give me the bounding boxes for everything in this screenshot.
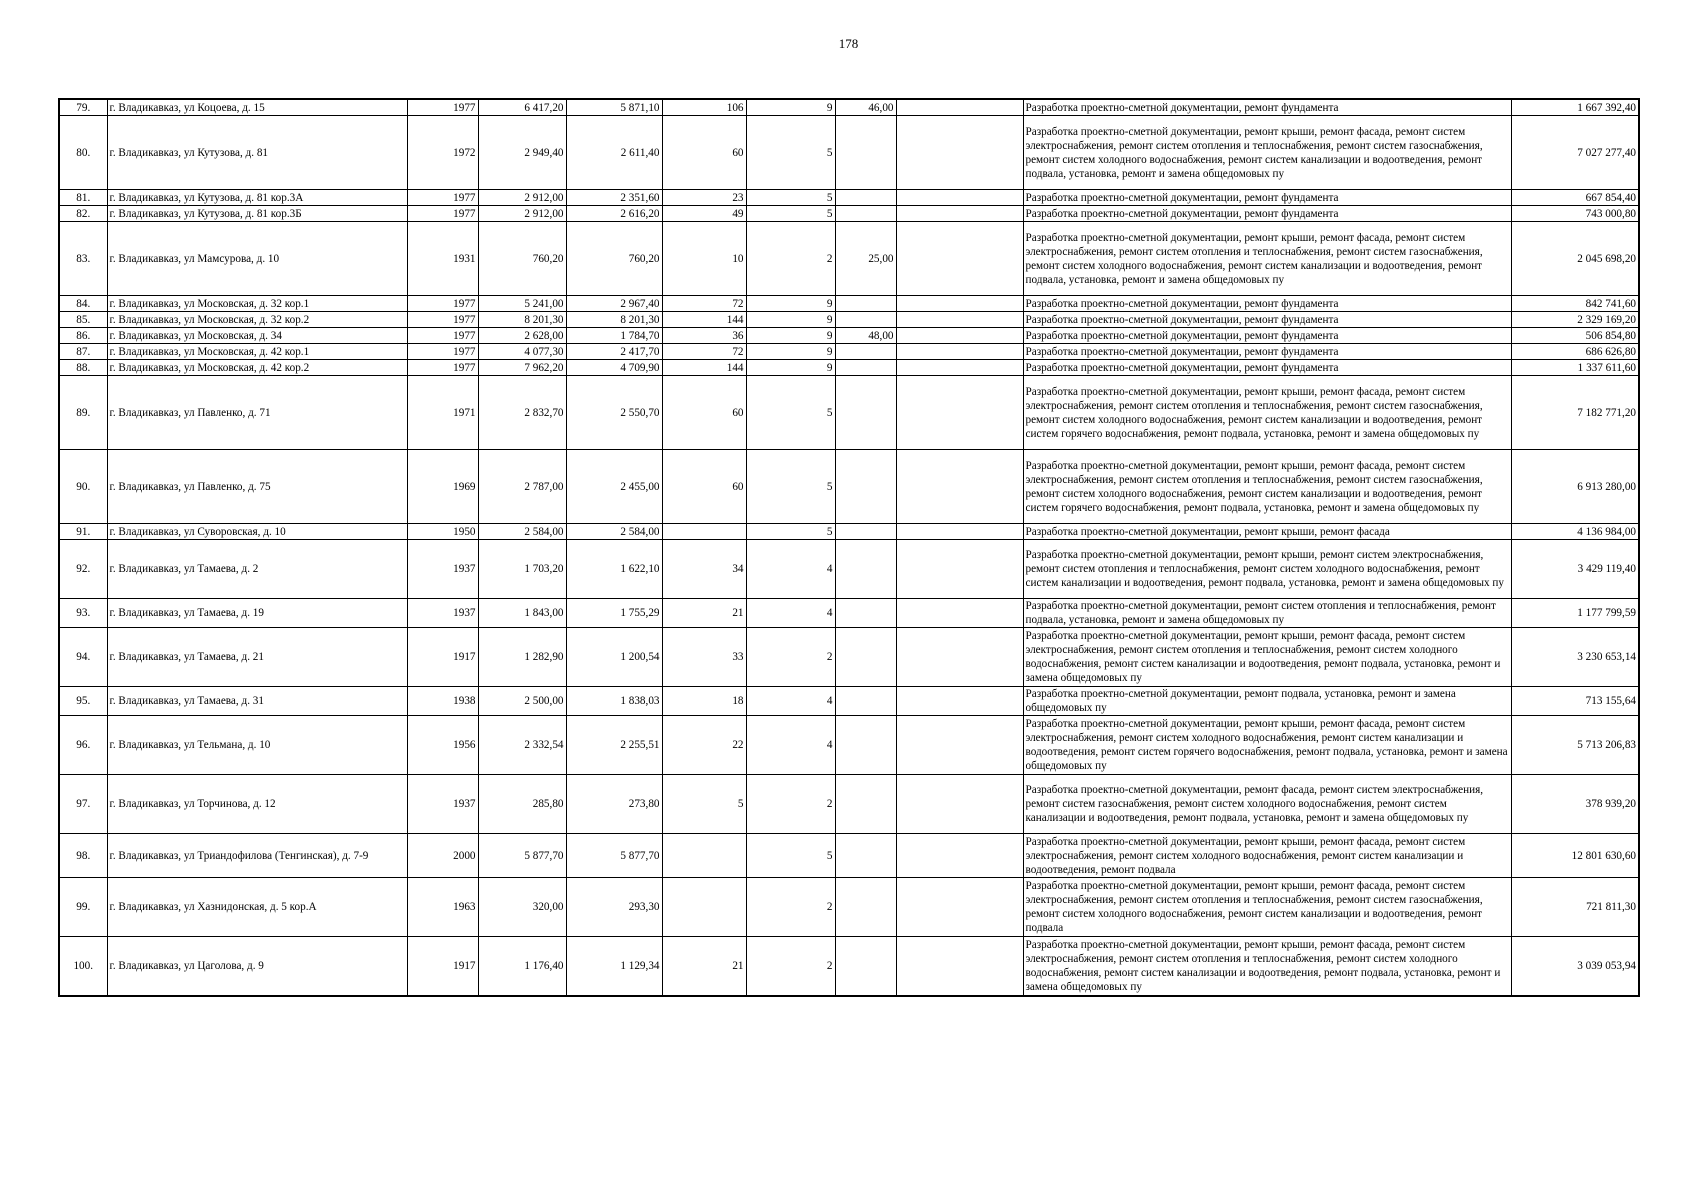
- floors-cell: 5: [746, 450, 835, 524]
- residents-cell: [662, 834, 746, 878]
- total-area-cell: 2 949,40: [478, 116, 566, 190]
- year-built-cell: 1956: [407, 716, 478, 775]
- residents-cell: 36: [662, 328, 746, 344]
- year-built-cell: 1971: [407, 376, 478, 450]
- wear-percent-cell: [835, 344, 896, 360]
- row-number-cell: 98.: [59, 834, 107, 878]
- floors-cell: 5: [746, 376, 835, 450]
- cost-cell: 667 854,40: [1511, 190, 1639, 206]
- total-area-cell: 4 077,30: [478, 344, 566, 360]
- row-number-cell: 82.: [59, 206, 107, 222]
- living-area-cell: 760,20: [566, 222, 662, 296]
- living-area-cell: 2 550,70: [566, 376, 662, 450]
- repair-program-table: [58, 98, 1640, 997]
- wear-percent-cell: [835, 296, 896, 312]
- year-built-cell: 1938: [407, 687, 478, 716]
- table-row: [59, 775, 1639, 834]
- residents-cell: 144: [662, 312, 746, 328]
- cost-cell: 7 027 277,40: [1511, 116, 1639, 190]
- empty-cell: [896, 328, 1023, 344]
- year-built-cell: 1977: [407, 344, 478, 360]
- table-row: [59, 599, 1639, 628]
- residents-cell: 22: [662, 716, 746, 775]
- address-cell: г. Владикавказ, ул Московская, д. 42 кор.2: [107, 360, 407, 376]
- total-area-cell: 7 962,20: [478, 360, 566, 376]
- wear-percent-cell: [835, 687, 896, 716]
- empty-cell: [896, 628, 1023, 687]
- address-cell: г. Владикавказ, ул Тамаева, д. 2: [107, 540, 407, 599]
- works-description-cell: Разработка проектно-сметной документации, ремонт крыши, ремонт систем электроснабжения, ремонт систем отопления и теплоснабжения, ремонт систем холодного водоснабжения, ремонт систем канализации и водоотведения, ремонт подвала, установка, ремонт и замена общедомовых пу: [1023, 540, 1511, 599]
- row-number-cell: 92.: [59, 540, 107, 599]
- empty-cell: [896, 360, 1023, 376]
- cost-cell: 5 713 206,83: [1511, 716, 1639, 775]
- row-number-cell: 81.: [59, 190, 107, 206]
- works-description-cell: Разработка проектно-сметной документации, ремонт крыши, ремонт фасада, ремонт систем электроснабжения, ремонт систем отопления и теплоснабжения, ремонт систем газоснабжения, ремонт систем холодного водоснабжения, ремонт систем канализации и водоотведения, ремонт систем горячего водоснабжения, ремонт подвала, установка, ремонт и замена общедомовых пу: [1023, 450, 1511, 524]
- table-row: [59, 99, 1639, 116]
- floors-cell: 9: [746, 312, 835, 328]
- works-description-cell: Разработка проектно-сметной документации, ремонт крыши, ремонт фасада: [1023, 524, 1511, 540]
- wear-percent-cell: [835, 937, 896, 997]
- row-number-cell: 100.: [59, 937, 107, 997]
- residents-cell: 144: [662, 360, 746, 376]
- total-area-cell: 2 832,70: [478, 376, 566, 450]
- row-number-cell: 85.: [59, 312, 107, 328]
- year-built-cell: 1937: [407, 599, 478, 628]
- works-description-cell: Разработка проектно-сметной документации, ремонт фундамента: [1023, 328, 1511, 344]
- total-area-cell: 1 282,90: [478, 628, 566, 687]
- empty-cell: [896, 834, 1023, 878]
- empty-cell: [896, 687, 1023, 716]
- residents-cell: [662, 878, 746, 937]
- row-number-cell: 88.: [59, 360, 107, 376]
- total-area-cell: 2 628,00: [478, 328, 566, 344]
- cost-cell: 743 000,80: [1511, 206, 1639, 222]
- year-built-cell: 1931: [407, 222, 478, 296]
- table-row: [59, 628, 1639, 687]
- year-built-cell: 2000: [407, 834, 478, 878]
- cost-cell: 842 741,60: [1511, 296, 1639, 312]
- works-description-cell: Разработка проектно-сметной документации, ремонт фасада, ремонт систем электроснабжения, ремонт систем газоснабжения, ремонт систем холодного водоснабжения, ремонт систем канализации и водоотведения, ремонт подвала, установка, ремонт и замена общедомовых пу: [1023, 775, 1511, 834]
- year-built-cell: 1977: [407, 296, 478, 312]
- row-number-cell: 95.: [59, 687, 107, 716]
- year-built-cell: 1917: [407, 937, 478, 997]
- residents-cell: 106: [662, 99, 746, 116]
- floors-cell: 5: [746, 116, 835, 190]
- floors-cell: 9: [746, 360, 835, 376]
- year-built-cell: 1977: [407, 99, 478, 116]
- row-number-cell: 84.: [59, 296, 107, 312]
- year-built-cell: 1977: [407, 312, 478, 328]
- floors-cell: 2: [746, 628, 835, 687]
- floors-cell: 5: [746, 834, 835, 878]
- empty-cell: [896, 524, 1023, 540]
- total-area-cell: 1 703,20: [478, 540, 566, 599]
- table-body: [59, 99, 1639, 996]
- works-description-cell: Разработка проектно-сметной документации, ремонт крыши, ремонт фасада, ремонт систем электроснабжения, ремонт систем отопления и теплоснабжения, ремонт систем холодного водоснабжения, ремонт систем канализации и водоотведения, ремонт подвала, установка, ремонт и замена общедомовых пу: [1023, 937, 1511, 997]
- year-built-cell: 1963: [407, 878, 478, 937]
- wear-percent-cell: [835, 628, 896, 687]
- address-cell: г. Владикавказ, ул Павленко, д. 71: [107, 376, 407, 450]
- wear-percent-cell: [835, 775, 896, 834]
- floors-cell: 9: [746, 328, 835, 344]
- residents-cell: 10: [662, 222, 746, 296]
- total-area-cell: 2 584,00: [478, 524, 566, 540]
- living-area-cell: 8 201,30: [566, 312, 662, 328]
- table-row: [59, 222, 1639, 296]
- floors-cell: 5: [746, 190, 835, 206]
- cost-cell: 1 337 611,60: [1511, 360, 1639, 376]
- floors-cell: 4: [746, 687, 835, 716]
- year-built-cell: 1937: [407, 775, 478, 834]
- wear-percent-cell: [835, 599, 896, 628]
- residents-cell: 23: [662, 190, 746, 206]
- works-description-cell: Разработка проектно-сметной документации, ремонт крыши, ремонт фасада, ремонт систем электроснабжения, ремонт систем холодного водоснабжения, ремонт систем канализации и водоотведения, ремонт систем горячего водоснабжения, ремонт подвала, установка, ремонт и замена общедомовых пу: [1023, 716, 1511, 775]
- total-area-cell: 2 912,00: [478, 190, 566, 206]
- table-row: [59, 524, 1639, 540]
- address-cell: г. Владикавказ, ул Цаголова, д. 9: [107, 937, 407, 997]
- total-area-cell: 285,80: [478, 775, 566, 834]
- year-built-cell: 1977: [407, 206, 478, 222]
- empty-cell: [896, 312, 1023, 328]
- living-area-cell: 2 255,51: [566, 716, 662, 775]
- address-cell: г. Владикавказ, ул Тамаева, д. 31: [107, 687, 407, 716]
- address-cell: г. Владикавказ, ул Мамсурова, д. 10: [107, 222, 407, 296]
- empty-cell: [896, 190, 1023, 206]
- total-area-cell: 2 912,00: [478, 206, 566, 222]
- living-area-cell: 1 784,70: [566, 328, 662, 344]
- residents-cell: 5: [662, 775, 746, 834]
- address-cell: г. Владикавказ, ул Московская, д. 32 кор.2: [107, 312, 407, 328]
- total-area-cell: 760,20: [478, 222, 566, 296]
- wear-percent-cell: [835, 360, 896, 376]
- year-built-cell: 1917: [407, 628, 478, 687]
- living-area-cell: 5 871,10: [566, 99, 662, 116]
- table-row: [59, 190, 1639, 206]
- address-cell: г. Владикавказ, ул Московская, д. 34: [107, 328, 407, 344]
- wear-percent-cell: [835, 716, 896, 775]
- table-row: [59, 450, 1639, 524]
- year-built-cell: 1977: [407, 328, 478, 344]
- year-built-cell: 1950: [407, 524, 478, 540]
- cost-cell: 3 039 053,94: [1511, 937, 1639, 997]
- living-area-cell: 2 417,70: [566, 344, 662, 360]
- living-area-cell: 5 877,70: [566, 834, 662, 878]
- cost-cell: 506 854,80: [1511, 328, 1639, 344]
- table-row: [59, 296, 1639, 312]
- floors-cell: 2: [746, 775, 835, 834]
- empty-cell: [896, 540, 1023, 599]
- works-description-cell: Разработка проектно-сметной документации, ремонт крыши, ремонт фасада, ремонт систем электроснабжения, ремонт систем отопления и теплоснабжения, ремонт систем газоснабжения, ремонт систем холодного водоснабжения, ремонт систем канализации и водоотведения, ремонт подвала: [1023, 878, 1511, 937]
- cost-cell: 721 811,30: [1511, 878, 1639, 937]
- empty-cell: [896, 296, 1023, 312]
- floors-cell: 4: [746, 599, 835, 628]
- total-area-cell: 320,00: [478, 878, 566, 937]
- works-description-cell: Разработка проектно-сметной документации, ремонт крыши, ремонт фасада, ремонт систем электроснабжения, ремонт систем отопления и теплоснабжения, ремонт систем холодного водоснабжения, ремонт систем канализации и водоотведения, ремонт подвала, установка, ремонт и замена общедомовых пу: [1023, 628, 1511, 687]
- residents-cell: 21: [662, 599, 746, 628]
- total-area-cell: 2 332,54: [478, 716, 566, 775]
- works-description-cell: Разработка проектно-сметной документации, ремонт крыши, ремонт фасада, ремонт систем электроснабжения, ремонт систем отопления и теплоснабжения, ремонт систем газоснабжения, ремонт систем холодного водоснабжения, ремонт систем канализации и водоотведения, ремонт подвала, установка, ремонт и замена общедомовых пу: [1023, 222, 1511, 296]
- wear-percent-cell: [835, 116, 896, 190]
- living-area-cell: 2 455,00: [566, 450, 662, 524]
- address-cell: г. Владикавказ, ул Тамаева, д. 19: [107, 599, 407, 628]
- works-description-cell: Разработка проектно-сметной документации, ремонт фундамента: [1023, 296, 1511, 312]
- living-area-cell: 2 616,20: [566, 206, 662, 222]
- table-row: [59, 716, 1639, 775]
- living-area-cell: 2 351,60: [566, 190, 662, 206]
- floors-cell: 5: [746, 206, 835, 222]
- address-cell: г. Владикавказ, ул Тельмана, д. 10: [107, 716, 407, 775]
- empty-cell: [896, 344, 1023, 360]
- wear-percent-cell: [835, 450, 896, 524]
- floors-cell: 2: [746, 937, 835, 997]
- row-number-cell: 89.: [59, 376, 107, 450]
- address-cell: г. Владикавказ, ул Суворовская, д. 10: [107, 524, 407, 540]
- cost-cell: 2 329 169,20: [1511, 312, 1639, 328]
- cost-cell: 3 429 119,40: [1511, 540, 1639, 599]
- table-row: [59, 206, 1639, 222]
- cost-cell: 1 177 799,59: [1511, 599, 1639, 628]
- residents-cell: 60: [662, 450, 746, 524]
- table-row: [59, 878, 1639, 937]
- empty-cell: [896, 206, 1023, 222]
- cost-cell: 4 136 984,00: [1511, 524, 1639, 540]
- floors-cell: 2: [746, 222, 835, 296]
- year-built-cell: 1969: [407, 450, 478, 524]
- address-cell: г. Владикавказ, ул Триандофилова (Тенгинская), д. 7-9: [107, 834, 407, 878]
- residents-cell: 33: [662, 628, 746, 687]
- residents-cell: [662, 524, 746, 540]
- table-row: [59, 376, 1639, 450]
- works-description-cell: Разработка проектно-сметной документации, ремонт подвала, установка, ремонт и замена общедомовых пу: [1023, 687, 1511, 716]
- row-number-cell: 97.: [59, 775, 107, 834]
- works-description-cell: Разработка проектно-сметной документации, ремонт крыши, ремонт фасада, ремонт систем электроснабжения, ремонт систем отопления и теплоснабжения, ремонт систем газоснабжения, ремонт систем холодного водоснабжения, ремонт систем канализации и водоотведения, ремонт систем горячего водоснабжения, ремонт подвала, установка, ремонт и замена общедомовых пу: [1023, 376, 1511, 450]
- address-cell: г. Владикавказ, ул Торчинова, д. 12: [107, 775, 407, 834]
- residents-cell: 72: [662, 344, 746, 360]
- address-cell: г. Владикавказ, ул Тамаева, д. 21: [107, 628, 407, 687]
- floors-cell: 2: [746, 878, 835, 937]
- residents-cell: 49: [662, 206, 746, 222]
- wear-percent-cell: [835, 524, 896, 540]
- living-area-cell: 293,30: [566, 878, 662, 937]
- wear-percent-cell: [835, 878, 896, 937]
- table-row: [59, 540, 1639, 599]
- residents-cell: 34: [662, 540, 746, 599]
- residents-cell: 18: [662, 687, 746, 716]
- empty-cell: [896, 937, 1023, 997]
- living-area-cell: 1 200,54: [566, 628, 662, 687]
- works-description-cell: Разработка проектно-сметной документации, ремонт фундамента: [1023, 312, 1511, 328]
- living-area-cell: 1 838,03: [566, 687, 662, 716]
- empty-cell: [896, 99, 1023, 116]
- table-row: [59, 116, 1639, 190]
- living-area-cell: 1 755,29: [566, 599, 662, 628]
- total-area-cell: 2 500,00: [478, 687, 566, 716]
- empty-cell: [896, 878, 1023, 937]
- cost-cell: 2 045 698,20: [1511, 222, 1639, 296]
- floors-cell: 5: [746, 524, 835, 540]
- empty-cell: [896, 599, 1023, 628]
- residents-cell: 60: [662, 376, 746, 450]
- wear-percent-cell: [835, 834, 896, 878]
- wear-percent-cell: [835, 190, 896, 206]
- empty-cell: [896, 222, 1023, 296]
- wear-percent-cell: [835, 206, 896, 222]
- cost-cell: 378 939,20: [1511, 775, 1639, 834]
- empty-cell: [896, 450, 1023, 524]
- empty-cell: [896, 716, 1023, 775]
- row-number-cell: 91.: [59, 524, 107, 540]
- row-number-cell: 94.: [59, 628, 107, 687]
- floors-cell: 9: [746, 344, 835, 360]
- row-number-cell: 87.: [59, 344, 107, 360]
- address-cell: г. Владикавказ, ул Кутузова, д. 81 кор.3Б: [107, 206, 407, 222]
- table-row: [59, 360, 1639, 376]
- works-description-cell: Разработка проектно-сметной документации, ремонт крыши, ремонт фасада, ремонт систем электроснабжения, ремонт систем отопления и теплоснабжения, ремонт систем газоснабжения, ремонт систем холодного водоснабжения, ремонт систем канализации и водоотведения, ремонт подвала, установка, ремонт и замена общедомовых пу: [1023, 116, 1511, 190]
- empty-cell: [896, 376, 1023, 450]
- floors-cell: 4: [746, 540, 835, 599]
- row-number-cell: 83.: [59, 222, 107, 296]
- cost-cell: 713 155,64: [1511, 687, 1639, 716]
- row-number-cell: 90.: [59, 450, 107, 524]
- row-number-cell: 86.: [59, 328, 107, 344]
- works-description-cell: Разработка проектно-сметной документации, ремонт фундамента: [1023, 190, 1511, 206]
- table-row: [59, 344, 1639, 360]
- wear-percent-cell: [835, 376, 896, 450]
- row-number-cell: 80.: [59, 116, 107, 190]
- living-area-cell: 4 709,90: [566, 360, 662, 376]
- wear-percent-cell: [835, 540, 896, 599]
- table-row: [59, 328, 1639, 344]
- residents-cell: 60: [662, 116, 746, 190]
- year-built-cell: 1977: [407, 360, 478, 376]
- total-area-cell: 6 417,20: [478, 99, 566, 116]
- total-area-cell: 8 201,30: [478, 312, 566, 328]
- address-cell: г. Владикавказ, ул Хазнидонская, д. 5 кор.А: [107, 878, 407, 937]
- works-description-cell: Разработка проектно-сметной документации, ремонт фундамента: [1023, 99, 1511, 116]
- living-area-cell: 2 967,40: [566, 296, 662, 312]
- row-number-cell: 93.: [59, 599, 107, 628]
- empty-cell: [896, 775, 1023, 834]
- address-cell: г. Владикавказ, ул Московская, д. 32 кор.1: [107, 296, 407, 312]
- address-cell: г. Владикавказ, ул Павленко, д. 75: [107, 450, 407, 524]
- row-number-cell: 79.: [59, 99, 107, 116]
- table-row: [59, 834, 1639, 878]
- cost-cell: 6 913 280,00: [1511, 450, 1639, 524]
- wear-percent-cell: 46,00: [835, 99, 896, 116]
- living-area-cell: 2 584,00: [566, 524, 662, 540]
- works-description-cell: Разработка проектно-сметной документации, ремонт крыши, ремонт фасада, ремонт систем электроснабжения, ремонт систем холодного водоснабжения, ремонт систем канализации и водоотведения, ремонт подвала: [1023, 834, 1511, 878]
- living-area-cell: 273,80: [566, 775, 662, 834]
- residents-cell: 72: [662, 296, 746, 312]
- works-description-cell: Разработка проектно-сметной документации, ремонт систем отопления и теплоснабжения, ремонт подвала, установка, ремонт и замена общедомовых пу: [1023, 599, 1511, 628]
- wear-percent-cell: [835, 312, 896, 328]
- total-area-cell: 2 787,00: [478, 450, 566, 524]
- row-number-cell: 99.: [59, 878, 107, 937]
- cost-cell: 1 667 392,40: [1511, 99, 1639, 116]
- floors-cell: 4: [746, 716, 835, 775]
- living-area-cell: 1 129,34: [566, 937, 662, 997]
- table-row: [59, 937, 1639, 997]
- residents-cell: 21: [662, 937, 746, 997]
- works-description-cell: Разработка проектно-сметной документации, ремонт фундамента: [1023, 206, 1511, 222]
- table-row: [59, 312, 1639, 328]
- year-built-cell: 1972: [407, 116, 478, 190]
- cost-cell: 7 182 771,20: [1511, 376, 1639, 450]
- works-description-cell: Разработка проектно-сметной документации, ремонт фундамента: [1023, 360, 1511, 376]
- wear-percent-cell: 48,00: [835, 328, 896, 344]
- total-area-cell: 5 877,70: [478, 834, 566, 878]
- works-description-cell: Разработка проектно-сметной документации, ремонт фундамента: [1023, 344, 1511, 360]
- living-area-cell: 2 611,40: [566, 116, 662, 190]
- address-cell: г. Владикавказ, ул Коцоева, д. 15: [107, 99, 407, 116]
- total-area-cell: 5 241,00: [478, 296, 566, 312]
- address-cell: г. Владикавказ, ул Кутузова, д. 81: [107, 116, 407, 190]
- floors-cell: 9: [746, 296, 835, 312]
- floors-cell: 9: [746, 99, 835, 116]
- cost-cell: 686 626,80: [1511, 344, 1639, 360]
- cost-cell: 3 230 653,14: [1511, 628, 1639, 687]
- wear-percent-cell: 25,00: [835, 222, 896, 296]
- row-number-cell: 96.: [59, 716, 107, 775]
- total-area-cell: 1 843,00: [478, 599, 566, 628]
- living-area-cell: 1 622,10: [566, 540, 662, 599]
- address-cell: г. Владикавказ, ул Кутузова, д. 81 кор.3А: [107, 190, 407, 206]
- year-built-cell: 1977: [407, 190, 478, 206]
- table-row: [59, 687, 1639, 716]
- total-area-cell: 1 176,40: [478, 937, 566, 997]
- empty-cell: [896, 116, 1023, 190]
- address-cell: г. Владикавказ, ул Московская, д. 42 кор.1: [107, 344, 407, 360]
- year-built-cell: 1937: [407, 540, 478, 599]
- page-number: 178: [838, 36, 859, 51]
- cost-cell: 12 801 630,60: [1511, 834, 1639, 878]
